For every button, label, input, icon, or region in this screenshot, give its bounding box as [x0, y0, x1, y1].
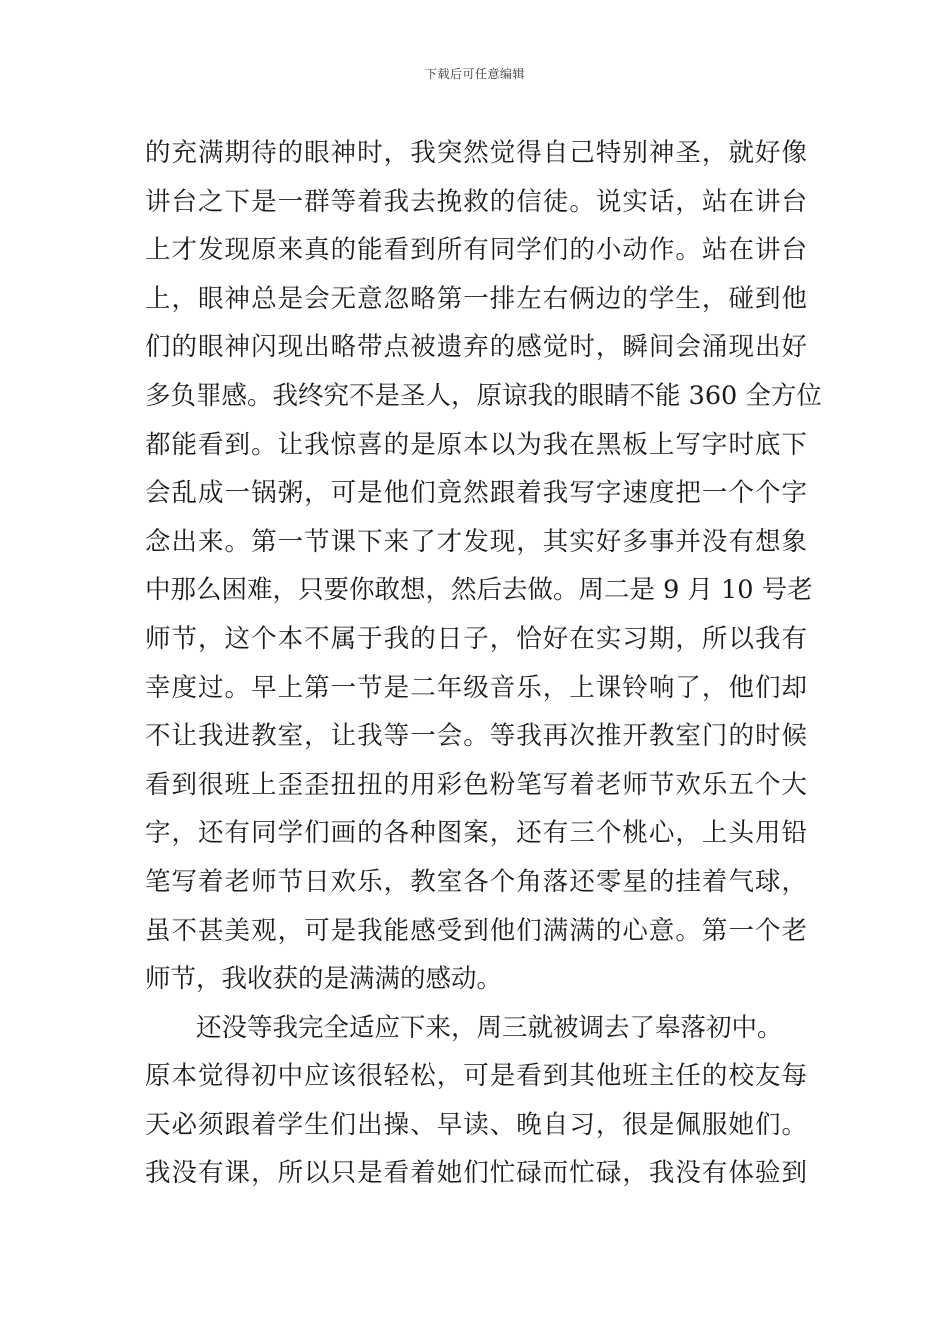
text-line: 虽不甚美观，可是我能感受到他们满满的心意。第一个老: [145, 915, 807, 946]
text-line: 念出来。第一节课下来了才发现，其实好多事并没有想象: [145, 526, 807, 557]
text-line: 师节，这个本不属于我的日子，恰好在实习期，所以我有: [145, 623, 807, 654]
text-line: 的充满期待的眼神时，我突然觉得自己特别神圣，就好像: [145, 138, 807, 168]
body-text: [145, 129, 822, 1198]
text-line: 多负罪感。我终究不是圣人，原谅我的眼睛不能 360 全方位: [145, 380, 822, 411]
text-line: 上，眼神总是会无意忽略第一排左右俩边的学生，碰到他: [145, 283, 807, 314]
text-line: 中那么困难，只要你敢想，然后去做。周二是 9 月 10 号老: [145, 575, 813, 606]
text-line: 不让我进教室，让我等一会。等我再次推开教室门的时候: [145, 721, 807, 752]
text-line: 们的眼神闪现出略带点被遗弃的感觉时，瞬间会涌现出好: [145, 332, 807, 363]
text-line: 天必须跟着学生们出操、早读、晚自习，很是佩服她们。: [145, 1109, 807, 1140]
text-line: 上才发现原来真的能看到所有同学们的小动作。站在讲台: [145, 235, 807, 266]
page-header: 下载后可任意编辑: [424, 67, 525, 81]
text-line: 都能看到。让我惊喜的是原本以为我在黑板上写字时底下: [145, 429, 807, 460]
text-line: 原本觉得初中应该很轻松，可是看到其他班主任的校友每: [145, 1061, 807, 1092]
paragraph-start-line: 还没等我完全适应下来，周三就被调去了皋落初中。: [196, 1012, 783, 1043]
text-line: 幸度过。早上第一节是二年级音乐，上课铃响了，他们却: [145, 672, 807, 703]
text-line: 笔写着老师节日欢乐，教室各个角落还零星的挂着气球，: [145, 866, 807, 897]
text-line: 字，还有同学们画的各种图案，还有三个桃心，上头用铅: [145, 818, 807, 849]
text-line: 讲台之下是一群等着我去挽救的信徒。说实话，站在讲台: [145, 186, 807, 217]
text-line: 我没有课，所以只是看着她们忙碌而忙碌，我没有体验到: [145, 1158, 807, 1189]
text-line: 会乱成一锅粥，可是他们竟然跟着我写字速度把一个个字: [145, 478, 807, 509]
text-line: 看到很班上歪歪扭扭的用彩色粉笔写着老师节欢乐五个大: [145, 769, 807, 800]
text-line: 师节，我收获的是满满的感动。: [145, 964, 503, 995]
